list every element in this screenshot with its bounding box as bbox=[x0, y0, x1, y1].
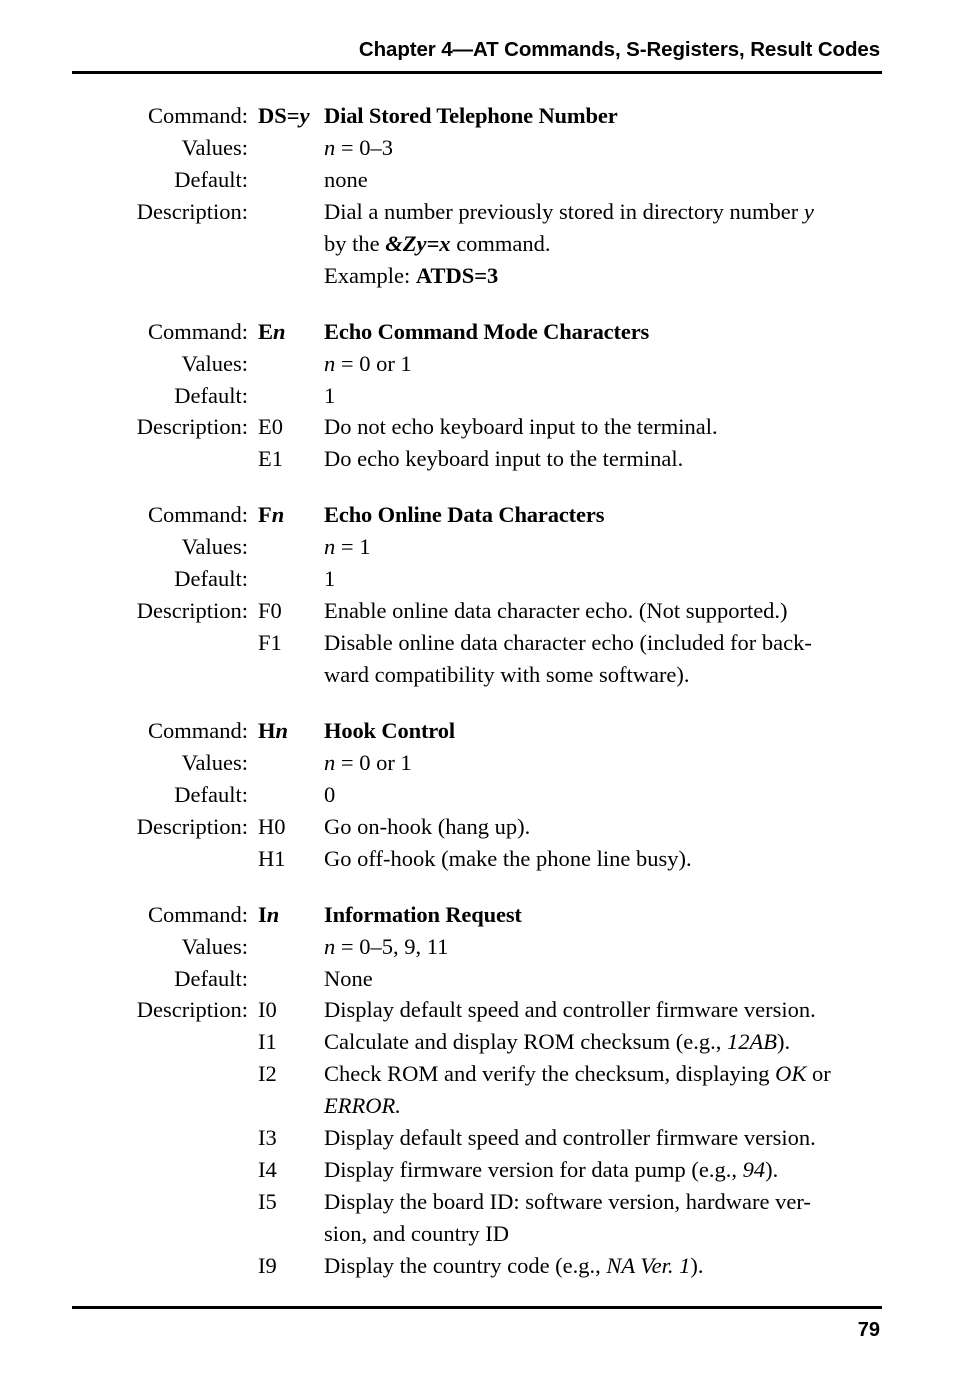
command-label: Command: bbox=[148, 502, 248, 528]
spacer bbox=[72, 627, 256, 659]
command-row bbox=[72, 100, 882, 132]
description-text: sion, and country ID bbox=[324, 1221, 509, 1246]
values-text: n = 1 bbox=[324, 534, 371, 560]
spacer bbox=[72, 843, 256, 875]
spacer bbox=[72, 1090, 256, 1122]
command-label: Command: bbox=[148, 318, 248, 344]
description-text: Dial a number previously stored in directory number y bbox=[324, 198, 814, 224]
command-title: Information Request bbox=[324, 901, 522, 927]
command-row bbox=[72, 499, 882, 531]
default-text: None bbox=[324, 965, 373, 991]
default-row bbox=[72, 380, 882, 412]
values-label: Values: bbox=[181, 749, 248, 775]
description-text: Display default speed and controller firmware version. bbox=[324, 997, 816, 1023]
description-row bbox=[72, 1122, 882, 1154]
description-row bbox=[72, 659, 882, 691]
values-label: Values: bbox=[181, 534, 248, 560]
command-code: In bbox=[258, 901, 280, 927]
spacer bbox=[72, 659, 256, 691]
description-row bbox=[72, 595, 882, 627]
description-row bbox=[72, 1218, 882, 1250]
command-entry-h bbox=[72, 715, 882, 875]
values-label: Values: bbox=[181, 134, 248, 160]
description-code: I4 bbox=[258, 1157, 277, 1183]
description-row bbox=[72, 1026, 882, 1058]
description-text: Check ROM and verify the checksum, displaying OK or bbox=[324, 1061, 831, 1087]
page-number: 79 bbox=[857, 1318, 880, 1341]
description-row bbox=[72, 1250, 882, 1282]
command-row bbox=[72, 316, 882, 348]
description-code bbox=[256, 659, 324, 691]
description-code bbox=[256, 228, 324, 260]
default-text: 0 bbox=[324, 781, 336, 807]
description-row bbox=[72, 411, 882, 443]
values-row bbox=[72, 132, 882, 164]
description-text: Do not echo keyboard input to the terminal. bbox=[324, 414, 718, 440]
description-row bbox=[72, 443, 882, 475]
description-label: Description: bbox=[136, 813, 248, 839]
command-label: Command: bbox=[148, 103, 248, 128]
values-label: Values: bbox=[181, 350, 248, 376]
default-label: Default: bbox=[174, 965, 248, 991]
command-entry-e bbox=[72, 316, 882, 476]
description-text: by the &Zy=x command. bbox=[324, 230, 551, 256]
description-code: I3 bbox=[258, 1125, 277, 1151]
default-row bbox=[72, 963, 882, 995]
command-code: Fn bbox=[258, 502, 285, 528]
description-row bbox=[72, 1154, 882, 1186]
spacer bbox=[72, 1026, 256, 1058]
description-code: F1 bbox=[258, 630, 282, 656]
command-entry-i bbox=[72, 899, 882, 1282]
values-row bbox=[72, 348, 882, 380]
spacer bbox=[72, 228, 256, 260]
command-label: Command: bbox=[148, 717, 248, 743]
description-label: Description: bbox=[136, 414, 248, 440]
description-row bbox=[72, 994, 882, 1026]
command-code: En bbox=[258, 318, 286, 344]
values-row bbox=[72, 931, 882, 963]
description-row bbox=[72, 228, 882, 260]
default-label: Default: bbox=[174, 566, 248, 592]
spacer bbox=[72, 1250, 256, 1282]
description-row bbox=[72, 1058, 882, 1090]
description-row bbox=[72, 843, 882, 875]
command-entry-ds bbox=[72, 100, 882, 292]
description-text: Do echo keyboard input to the terminal. bbox=[324, 446, 684, 472]
description-code: E0 bbox=[258, 414, 283, 440]
default-row bbox=[72, 779, 882, 811]
spacer bbox=[72, 443, 256, 475]
description-row bbox=[72, 1186, 882, 1218]
footer-rule bbox=[72, 1306, 882, 1309]
description-code bbox=[256, 1218, 324, 1250]
default-text: none bbox=[324, 166, 368, 192]
description-label: Description: bbox=[136, 198, 248, 224]
description-text: Calculate and display ROM checksum (e.g., 12AB). bbox=[324, 1029, 791, 1055]
description-text: Display default speed and controller firmware version. bbox=[324, 1125, 816, 1151]
description-code: F0 bbox=[258, 598, 282, 624]
values-label: Values: bbox=[181, 933, 248, 959]
spacer bbox=[72, 1154, 256, 1186]
description-row bbox=[72, 196, 882, 228]
values-row bbox=[72, 531, 882, 563]
command-code: DS=y bbox=[258, 103, 310, 128]
default-label: Default: bbox=[174, 166, 248, 192]
description-text: Go off-hook (make the phone line busy). bbox=[324, 845, 692, 871]
description-text: Display the country code (e.g., NA Ver. 1). bbox=[324, 1252, 704, 1278]
description-text: Go on-hook (hang up). bbox=[324, 813, 531, 839]
spacer bbox=[72, 1218, 256, 1250]
description-text: ward compatibility with some software). bbox=[324, 662, 690, 687]
description-code: H1 bbox=[258, 845, 286, 871]
default-text: 1 bbox=[324, 382, 336, 408]
spacer bbox=[72, 1186, 256, 1218]
description-row bbox=[72, 260, 882, 292]
spacer bbox=[72, 1122, 256, 1154]
description-label: Description: bbox=[136, 997, 248, 1023]
default-row bbox=[72, 164, 882, 196]
values-text: n = 0–3 bbox=[324, 134, 393, 160]
description-code: I2 bbox=[258, 1061, 277, 1087]
command-title: Hook Control bbox=[324, 717, 455, 743]
description-code: H0 bbox=[258, 813, 286, 839]
values-text: n = 0–5, 9, 11 bbox=[324, 933, 449, 959]
spacer bbox=[72, 260, 256, 292]
header-rule bbox=[72, 71, 882, 74]
values-text: n = 0 or 1 bbox=[324, 350, 412, 376]
command-row bbox=[72, 899, 882, 931]
description-code: I9 bbox=[258, 1252, 277, 1278]
description-text: Example: ATDS=3 bbox=[324, 262, 499, 288]
page-header: Chapter 4—AT Commands, S-Registers, Result Codes bbox=[358, 38, 880, 61]
description-row bbox=[72, 1090, 882, 1122]
default-label: Default: bbox=[174, 781, 248, 807]
description-code bbox=[256, 1090, 324, 1122]
description-text: ERROR. bbox=[324, 1093, 401, 1119]
description-text: Display firmware version for data pump (e.g., 94). bbox=[324, 1157, 779, 1183]
command-label: Command: bbox=[148, 901, 248, 927]
values-text: n = 0 or 1 bbox=[324, 749, 412, 775]
description-text: Display the board ID: software version, hardware ver- bbox=[324, 1189, 811, 1215]
spacer bbox=[72, 1058, 256, 1090]
default-text: 1 bbox=[324, 566, 336, 592]
default-row bbox=[72, 563, 882, 595]
description-row bbox=[72, 811, 882, 843]
description-text: Disable online data character echo (included for back- bbox=[324, 630, 812, 656]
command-title: Dial Stored Telephone Number bbox=[324, 103, 618, 128]
description-text: Enable online data character echo. (Not supported.) bbox=[324, 598, 788, 624]
command-title: Echo Online Data Characters bbox=[324, 502, 605, 528]
description-code: I0 bbox=[258, 997, 277, 1023]
default-label: Default: bbox=[174, 382, 248, 408]
description-code: I1 bbox=[258, 1029, 277, 1055]
description-code: I5 bbox=[258, 1189, 277, 1215]
command-entry-f bbox=[72, 499, 882, 691]
values-row bbox=[72, 747, 882, 779]
description-label: Description: bbox=[136, 598, 248, 624]
command-title: Echo Command Mode Characters bbox=[324, 318, 650, 344]
description-code: E1 bbox=[258, 446, 283, 472]
description-row bbox=[72, 627, 882, 659]
description-code bbox=[256, 260, 324, 292]
command-code: Hn bbox=[258, 717, 289, 743]
command-row bbox=[72, 715, 882, 747]
